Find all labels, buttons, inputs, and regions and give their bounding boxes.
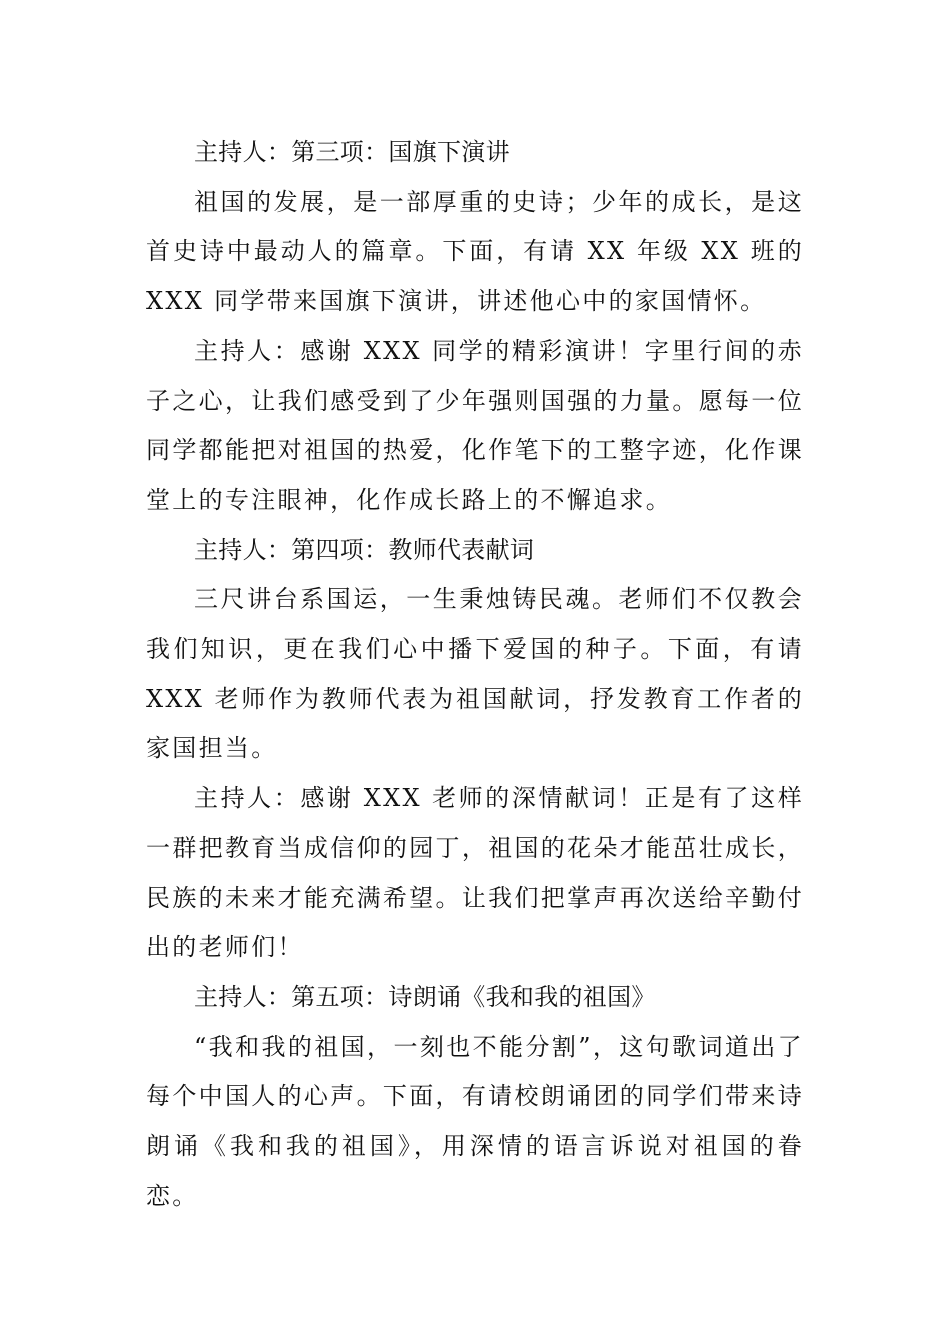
body-paragraph-flag-speech-intro: 祖国的发展，是一部厚重的史诗；少年的成长，是这首史诗中最动人的篇章。下面，有请 XX 年级 XX 班的 XXX 同学带来国旗下演讲，讲述他心中的家国情怀。 — [146, 187, 804, 316]
document-page — [146, 128, 804, 1221]
body-paragraph-teacher-thanks: 主持人：感谢 XXX 老师的深情献词！正是有了这样一群把教育当成信仰的园丁，祖国的花朵才能茁壮成长，民族的未来才能充满希望。让我们把掌声再次送给辛勤付出的老师们！ — [146, 784, 804, 962]
body-paragraph-poem-intro: “我和我的祖国，一刻也不能分割”，这句歌词道出了每个中国人的心声。下面，有请校朗诵团的同学们带来诗朗诵《我和我的祖国》，用深情的语言诉说对祖国的眷恋。 — [146, 1032, 804, 1210]
body-paragraph-flag-speech-thanks: 主持人：感谢 XXX 同学的精彩演讲！字里行间的赤子之心，让我们感受到了少年强则国强的力量。愿每一位同学都能把对祖国的热爱，化作笔下的工整字迹，化作课堂上的专注眼神，化作成长路上的不懈追求。 — [146, 336, 804, 514]
section-heading-item-four: 主持人：第四项：教师代表献词 — [194, 535, 535, 564]
section-heading-item-three: 主持人：第三项：国旗下演讲 — [194, 138, 510, 166]
section-heading-item-five: 主持人：第五项：诗朗诵《我和我的祖国》 — [194, 982, 656, 1011]
body-paragraph-teacher-intro: 三尺讲台系国运，一生秉烛铸民魂。老师们不仅教会我们知识，更在我们心中播下爱国的种子。下面，有请 XXX 老师作为教师代表为祖国献词，抒发教育工作者的家国担当。 — [146, 585, 804, 763]
